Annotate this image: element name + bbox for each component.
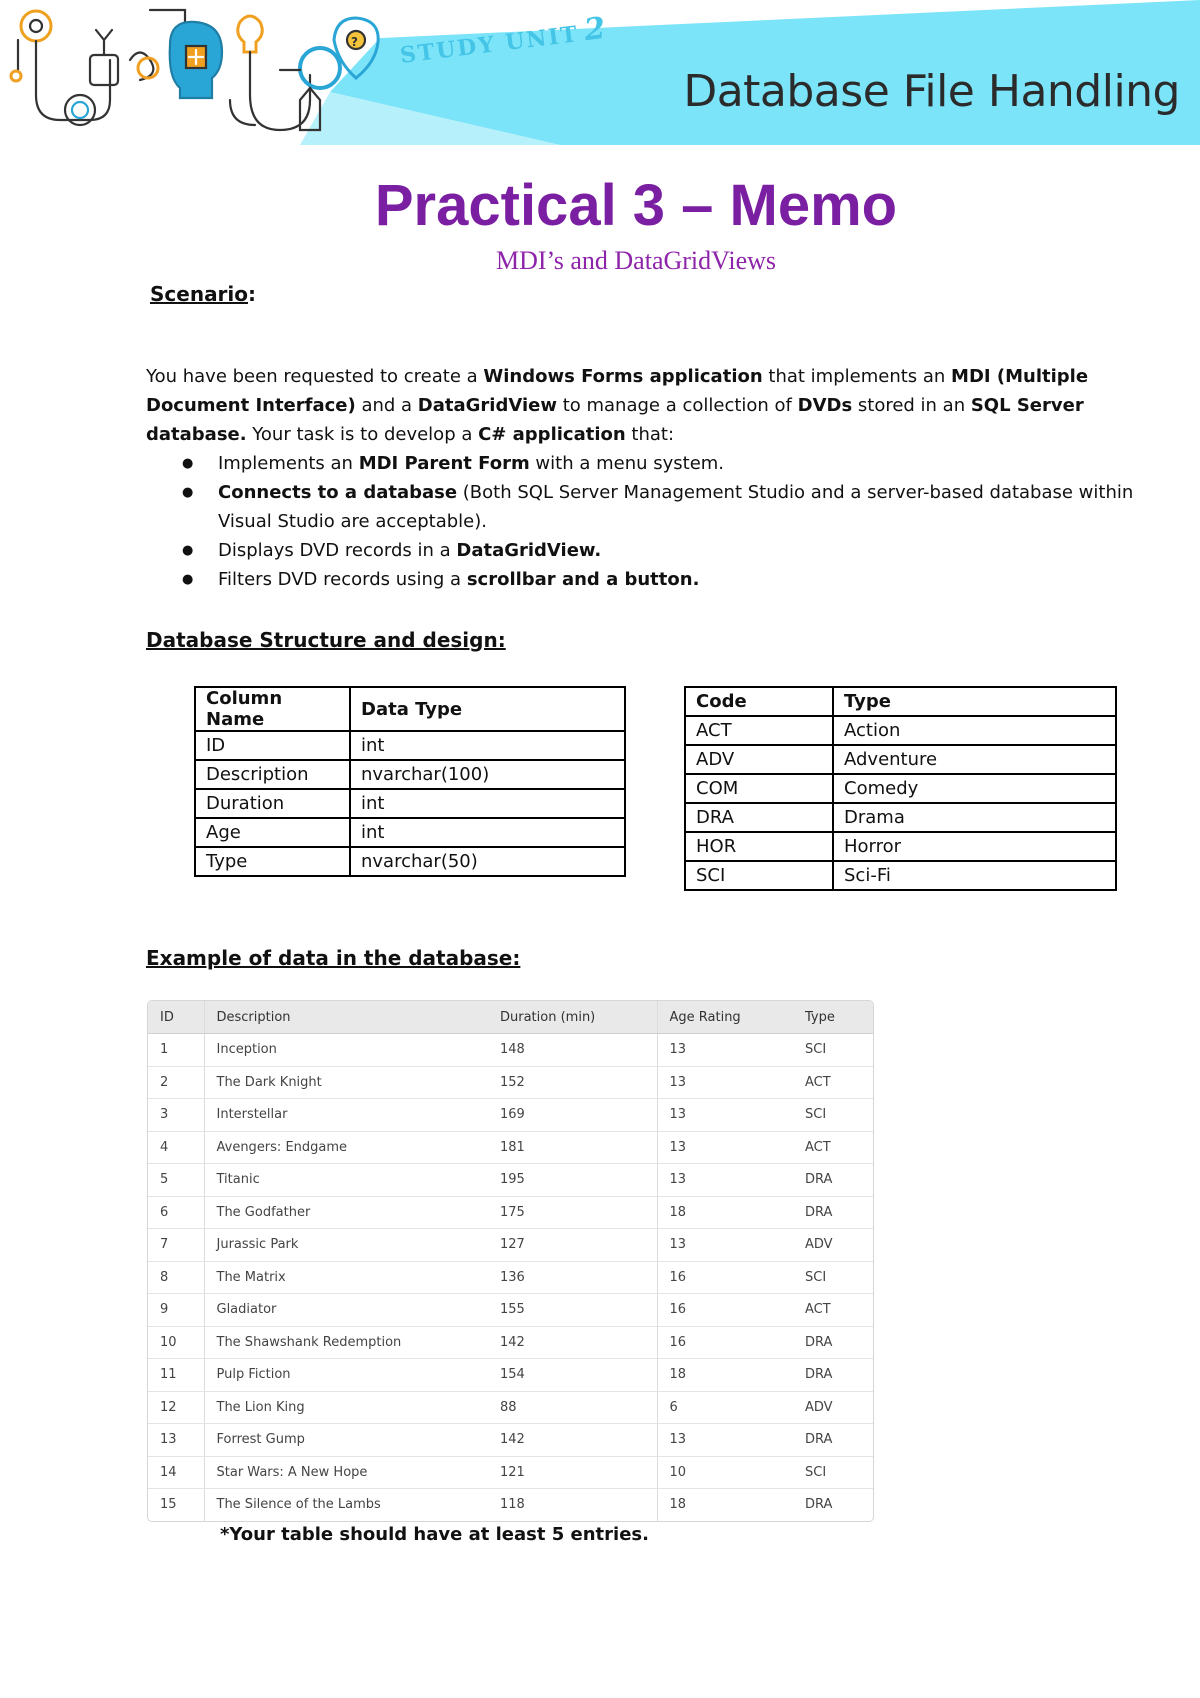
table-row: SCI Sci-Fi [685, 861, 1116, 890]
table-row [148, 1456, 873, 1489]
requirements-list [146, 449, 1136, 594]
table-row: Duration int [195, 789, 625, 818]
table-row [148, 1196, 873, 1229]
header-banner [0, 0, 1200, 145]
table-row: ID int [195, 731, 625, 760]
table-cell: ACT [793, 1294, 873, 1327]
type-code-table [684, 686, 1117, 891]
table-cell: The Dark Knight [204, 1066, 488, 1099]
education-doodles-icon [0, 0, 470, 145]
example-data-grid [147, 1000, 874, 1522]
header-cell: Data Type [350, 687, 625, 731]
table-cell: 155 [488, 1294, 657, 1327]
table-cell: 181 [488, 1131, 657, 1164]
table-cell: 10 [148, 1326, 204, 1359]
course-title: Database File Handling [683, 66, 1180, 117]
table-cell: DRA [793, 1326, 873, 1359]
table-row [148, 1489, 873, 1521]
table-cell: 13 [657, 1099, 793, 1132]
table-cell: 16 [657, 1261, 793, 1294]
header-cell: Description [204, 1001, 488, 1034]
table-cell: ACT [793, 1131, 873, 1164]
table-row [148, 1359, 873, 1392]
table-cell: ACT [793, 1066, 873, 1099]
table-cell: Jurassic Park [204, 1229, 488, 1262]
table-cell: 6 [148, 1196, 204, 1229]
table-cell: DRA [793, 1164, 873, 1197]
intro-text: that: [625, 424, 675, 445]
list-item: ● Filters DVD records using a scrollbar and a button. [146, 565, 1136, 594]
header-cell: ID [148, 1001, 204, 1034]
table-cell: 13 [657, 1131, 793, 1164]
intro-bold: SQL Server database. [146, 395, 1084, 445]
table-cell: ADV [793, 1391, 873, 1424]
table-row [148, 1099, 873, 1132]
table-cell: Interstellar [204, 1099, 488, 1132]
scenario-heading-text: Scenario [150, 282, 249, 306]
table-row [148, 1066, 873, 1099]
table-cell: 13 [657, 1164, 793, 1197]
table-cell: 13 [657, 1066, 793, 1099]
table-cell: 4 [148, 1131, 204, 1164]
intro-bold: Windows Forms application [483, 366, 763, 387]
page-subtitle: MDI’s and DataGridViews [495, 246, 777, 275]
table-row: Age int [195, 818, 625, 847]
table-note: *Your table should have at least 5 entries. [220, 1524, 649, 1545]
table-cell: 13 [657, 1034, 793, 1067]
table-cell: The Shawshank Redemption [204, 1326, 488, 1359]
header-cell: Code [685, 687, 833, 716]
page-title: Practical 3 – Memo [374, 173, 898, 238]
table-cell: 18 [657, 1489, 793, 1521]
table-cell: The Silence of the Lambs [204, 1489, 488, 1521]
table-cell: DRA [805, 1497, 833, 1513]
table-cell: ADV [793, 1229, 873, 1262]
example-data-table [148, 1001, 873, 1521]
table-cell: 13 [657, 1229, 793, 1262]
table-row [148, 1229, 873, 1262]
list-item: ● Connects to a database (Both SQL Server Management Studio and a server-based database within Visual Studio are acceptable). [146, 478, 1136, 536]
header-cell: Column Name [195, 687, 350, 731]
table-cell: The Godfather [204, 1196, 488, 1229]
table-cell: Avengers: Endgame [204, 1131, 488, 1164]
study-unit-number: 2 [582, 10, 610, 49]
example-table-body [148, 1034, 873, 1521]
table-cell: Forrest Gump [204, 1424, 488, 1457]
table-cell: 148 [488, 1034, 657, 1067]
intro-text: to manage a collection of [556, 395, 798, 416]
table-cell: DRA [793, 1359, 873, 1392]
intro-text: and a [355, 395, 418, 416]
table-cell: 10 [657, 1456, 793, 1489]
table-cell: 169 [488, 1099, 657, 1132]
table-cell: The Lion King [204, 1391, 488, 1424]
intro-bold: MDI (Multiple Document Interface) [146, 366, 1089, 416]
table-row [148, 1326, 873, 1359]
db-design-heading: Database Structure and design: [146, 628, 506, 652]
table-row: ACT Action [685, 716, 1116, 745]
table-cell: The Matrix [204, 1261, 488, 1294]
table-row [148, 1424, 873, 1457]
table-cell: 88 [488, 1391, 657, 1424]
table-cell: 13 [148, 1424, 204, 1457]
table-cell: Gladiator [204, 1294, 488, 1327]
table-cell: 142 [488, 1424, 657, 1457]
table-header-row [685, 687, 1116, 716]
table-row [148, 1131, 873, 1164]
table-cell: 16 [657, 1326, 793, 1359]
table-cell: 2 [148, 1066, 204, 1099]
table-cell: SCI [793, 1034, 873, 1067]
schema-table [194, 686, 626, 877]
svg-text:?: ? [351, 35, 358, 49]
list-item: ● Implements an MDI Parent Form with a menu system. [146, 449, 1136, 478]
table-cell: 142 [488, 1326, 657, 1359]
table-cell: DRA [793, 1424, 873, 1457]
intro-text: You have been requested to create a [146, 366, 484, 387]
table-cell: 121 [488, 1456, 657, 1489]
header-cell: Type [793, 1001, 873, 1034]
table-cell: 18 [657, 1196, 793, 1229]
table-cell: 154 [488, 1359, 657, 1392]
table-row: COM Comedy [685, 774, 1116, 803]
table-cell: Star Wars: A New Hope [204, 1456, 488, 1489]
intro-bold: DVDs [797, 395, 853, 416]
table-cell: 15 [160, 1497, 177, 1513]
table-row [148, 1164, 873, 1197]
table-header-row [148, 1001, 873, 1034]
scenario-heading: Scenario: [150, 282, 257, 306]
study-unit-text: STUDY UNIT [398, 21, 581, 69]
table-header-row [195, 687, 625, 731]
table-cell: 18 [657, 1359, 793, 1392]
table-row [148, 1034, 873, 1067]
table-cell: SCI [793, 1099, 873, 1132]
table-cell: 12 [148, 1391, 204, 1424]
header-cell: Duration (min) [488, 1001, 657, 1034]
table-cell: Inception [204, 1034, 488, 1067]
table-cell: 8 [148, 1261, 204, 1294]
table-cell: 1 [148, 1034, 204, 1067]
table-row: Description nvarchar(100) [195, 760, 625, 789]
table-cell: 136 [488, 1261, 657, 1294]
scenario-intro [146, 362, 1136, 449]
header-cell: Type [833, 687, 1116, 716]
example-data-heading: Example of data in the database: [146, 946, 521, 970]
intro-text: stored in an [852, 395, 971, 416]
table-cell: 195 [488, 1164, 657, 1197]
table-cell: 16 [657, 1294, 793, 1327]
table-cell: 6 [657, 1391, 793, 1424]
header-cell: Age Rating [657, 1001, 793, 1034]
table-cell: 127 [488, 1229, 657, 1262]
table-cell: 118 [500, 1497, 525, 1513]
table-row [148, 1391, 873, 1424]
table-cell: 175 [488, 1196, 657, 1229]
table-cell: Titanic [204, 1164, 488, 1197]
table-cell: 152 [488, 1066, 657, 1099]
table-row [148, 1261, 873, 1294]
table-row [148, 1294, 873, 1327]
table-cell: 3 [148, 1099, 204, 1132]
table-cell: 13 [657, 1424, 793, 1457]
table-cell: Pulp Fiction [204, 1359, 488, 1392]
table-row: HOR Horror [685, 832, 1116, 861]
table-row: ADV Adventure [685, 745, 1116, 774]
intro-text: Your task is to develop a [246, 424, 479, 445]
table-cell: 11 [148, 1359, 204, 1392]
table-cell: 7 [148, 1229, 204, 1262]
table-cell: 14 [148, 1456, 204, 1489]
list-item: ● Displays DVD records in a DataGridView. [146, 536, 1136, 565]
intro-bold: DataGridView [417, 395, 557, 416]
table-cell: SCI [793, 1261, 873, 1294]
intro-bold: C# application [478, 424, 626, 445]
table-row: Type nvarchar(50) [195, 847, 625, 876]
table-cell: DRA [793, 1196, 873, 1229]
intro-text: that implements an [762, 366, 952, 387]
table-cell: 9 [148, 1294, 204, 1327]
table-cell: SCI [793, 1456, 873, 1489]
table-cell: 5 [148, 1164, 204, 1197]
table-row: DRA Drama [685, 803, 1116, 832]
